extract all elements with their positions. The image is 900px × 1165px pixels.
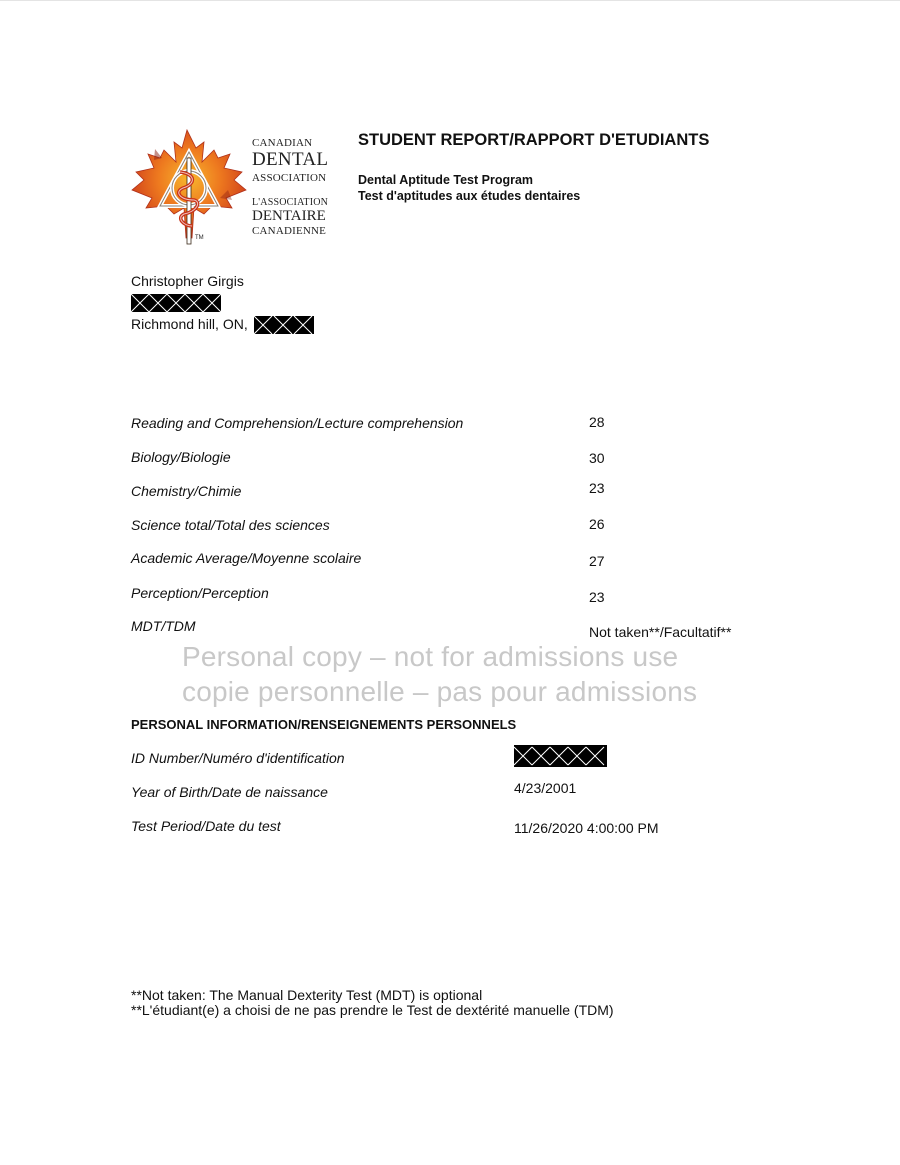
score-value-mdt: Not taken**/Facultatif** (589, 624, 732, 640)
score-label-chemistry: Chemistry/Chimie (131, 483, 242, 499)
score-label-mdt: MDT/TDM (131, 618, 196, 634)
cda-logo (130, 128, 330, 248)
score-value-chemistry: 23 (589, 480, 605, 496)
score-label-science-total: Science total/Total des sciences (131, 517, 330, 533)
test-period-label: Test Period/Date du test (131, 818, 281, 834)
score-label-perception: Perception/Perception (131, 585, 269, 601)
watermark-line-fr: copie personnelle – pas pour admissions (182, 676, 698, 707)
logo-line-lassociation: L'ASSOCIATION (252, 197, 329, 208)
score-value-science-total: 26 (589, 516, 605, 532)
test-period-value: 11/26/2020 4:00:00 PM (514, 820, 659, 836)
score-label-reading: Reading and Comprehension/Lecture comprehension (131, 415, 464, 431)
city-line (131, 316, 314, 334)
score-value-academic-average: 27 (589, 553, 605, 569)
logo-line-canadian: CANADIAN (252, 137, 313, 149)
maple-leaf-caduceus-icon (130, 128, 252, 250)
logo-line-association: ASSOCIATION (252, 172, 327, 184)
redaction-box (514, 745, 607, 767)
footnote-en: **Not taken: The Manual Dexterity Test (MDT) is optional (131, 987, 483, 1003)
footnote-fr: **L'étudiant(e) a choisi de ne pas prendre le Test de dextérité manuelle (TDM) (131, 1002, 614, 1018)
program-title-en: Dental Aptitude Test Program (358, 173, 534, 187)
page-top-border (0, 0, 900, 1)
score-value-perception: 23 (589, 589, 605, 605)
score-label-academic-average: Academic Average/Moyenne scolaire (131, 550, 362, 566)
program-title-fr: Test d'aptitudes aux études dentaires (358, 189, 581, 203)
redacted-street-line (131, 294, 221, 312)
birth-year-value: 4/23/2001 (514, 780, 577, 796)
redaction-box (254, 316, 314, 334)
watermark-line-en: Personal copy – not for admissions use (182, 641, 679, 672)
score-value-biology: 30 (589, 450, 605, 466)
logo-line-dental: DENTAL (252, 149, 329, 170)
report-title: STUDENT REPORT/RAPPORT D'ETUDIANTS (358, 131, 710, 149)
trademark-label: TM (195, 235, 204, 241)
logo-line-canadienne: CANADIENNE (252, 225, 327, 237)
redaction-box (131, 294, 221, 312)
student-name: Christopher Girgis (131, 273, 244, 289)
birth-year-label: Year of Birth/Date de naissance (131, 784, 328, 800)
id-number-label: ID Number/Numéro d'identification (131, 750, 345, 766)
personal-info-heading: PERSONAL INFORMATION/RENSEIGNEMENTS PERSONNELS (131, 717, 517, 732)
logo-line-dentaire: DENTAIRE (252, 208, 326, 224)
id-number-value-redacted (514, 745, 607, 767)
city-province: Richmond hill, ON, (131, 316, 248, 332)
score-value-reading: 28 (589, 414, 605, 430)
score-label-biology: Biology/Biologie (131, 449, 231, 465)
